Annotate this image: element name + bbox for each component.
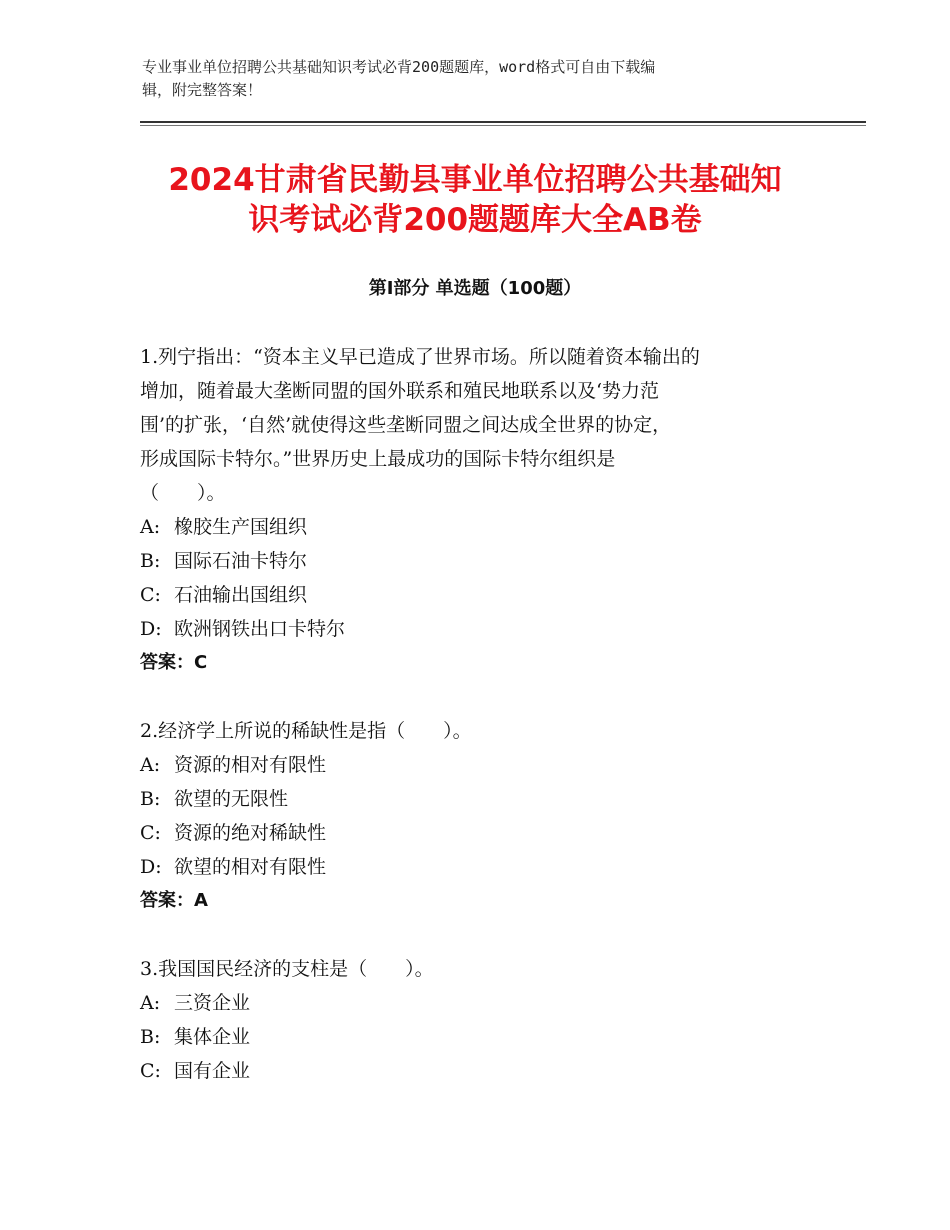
option-text: 三资企业 [174,992,251,1014]
option-text: 国际石油卡特尔 [174,550,308,572]
option-text: 橡胶生产国组织 [174,516,308,538]
option-text: 国有企业 [174,1060,251,1082]
question-stem-line: 1.列宁指出：“资本主义早已造成了世界市场。所以随着资本输出的 [140,346,700,368]
option-text: 欧洲钢铁出口卡特尔 [174,618,346,640]
option-letter: B: [140,550,161,572]
option-letter: A: [140,516,161,538]
option-b [140,782,810,816]
header-line: 专业事业单位招聘公共基础知识考试必背200题题库，word格式可自由下载编 [142,58,656,76]
option-text: 资源的相对有限性 [174,754,327,776]
header-line: 辑，附完整答案！ [142,81,263,99]
option-letter: B: [140,788,161,810]
option-d [140,612,810,646]
option-text: 资源的绝对稀缺性 [174,822,327,844]
option-c [140,1054,810,1088]
question-stem-line: 形成国际卡特尔。”世界历史上最成功的国际卡特尔组织是 [140,448,616,470]
answer-label: 答案：C [140,652,208,673]
question-stem-line: （ ）。 [140,482,226,504]
option-letter: C: [140,1060,161,1082]
header-divider [140,121,866,123]
option-a [140,986,810,1020]
question-1 [140,340,810,680]
question-stem-line: 3.我国国民经济的支柱是（ ）。 [140,958,434,980]
option-c [140,578,810,612]
option-d [140,850,810,884]
option-a [140,510,810,544]
option-letter: C: [140,822,161,844]
question-stem-line: 增加，随着最大垄断同盟的国外联系和殖民地联系以及‘势力范 [140,380,660,402]
question-list [140,340,810,1122]
option-text: 集体企业 [174,1026,251,1048]
header-divider-thin [140,125,866,126]
question-stem-line: 2.经济学上所说的稀缺性是指（ ）。 [140,720,472,742]
option-letter: A: [140,754,161,776]
option-b [140,544,810,578]
option-letter: B: [140,1026,161,1048]
option-text: 欲望的相对有限性 [174,856,327,878]
option-letter: D: [140,618,162,640]
title-line: 2024甘肃省民勤县事业单位招聘公共基础知 [168,162,782,198]
option-letter: C: [140,584,161,606]
option-a [140,748,810,782]
answer-label: 答案：A [140,890,208,911]
option-letter: A: [140,992,161,1014]
page-header [142,56,792,102]
option-letter: D: [140,856,162,878]
option-b [140,1020,810,1054]
option-text: 欲望的无限性 [174,788,289,810]
question-2 [140,714,810,918]
option-c [140,816,810,850]
document-title [120,160,830,240]
question-3 [140,952,810,1088]
section-title: 第Ⅰ部分 单选题（100题） [368,278,582,299]
title-line: 识考试必背200题题库大全AB卷 [248,202,702,238]
question-stem-line: 围’的扩张，‘自然’就使得这些垄断同盟之间达成全世界的协定， [140,414,672,436]
option-text: 石油输出国组织 [174,584,308,606]
